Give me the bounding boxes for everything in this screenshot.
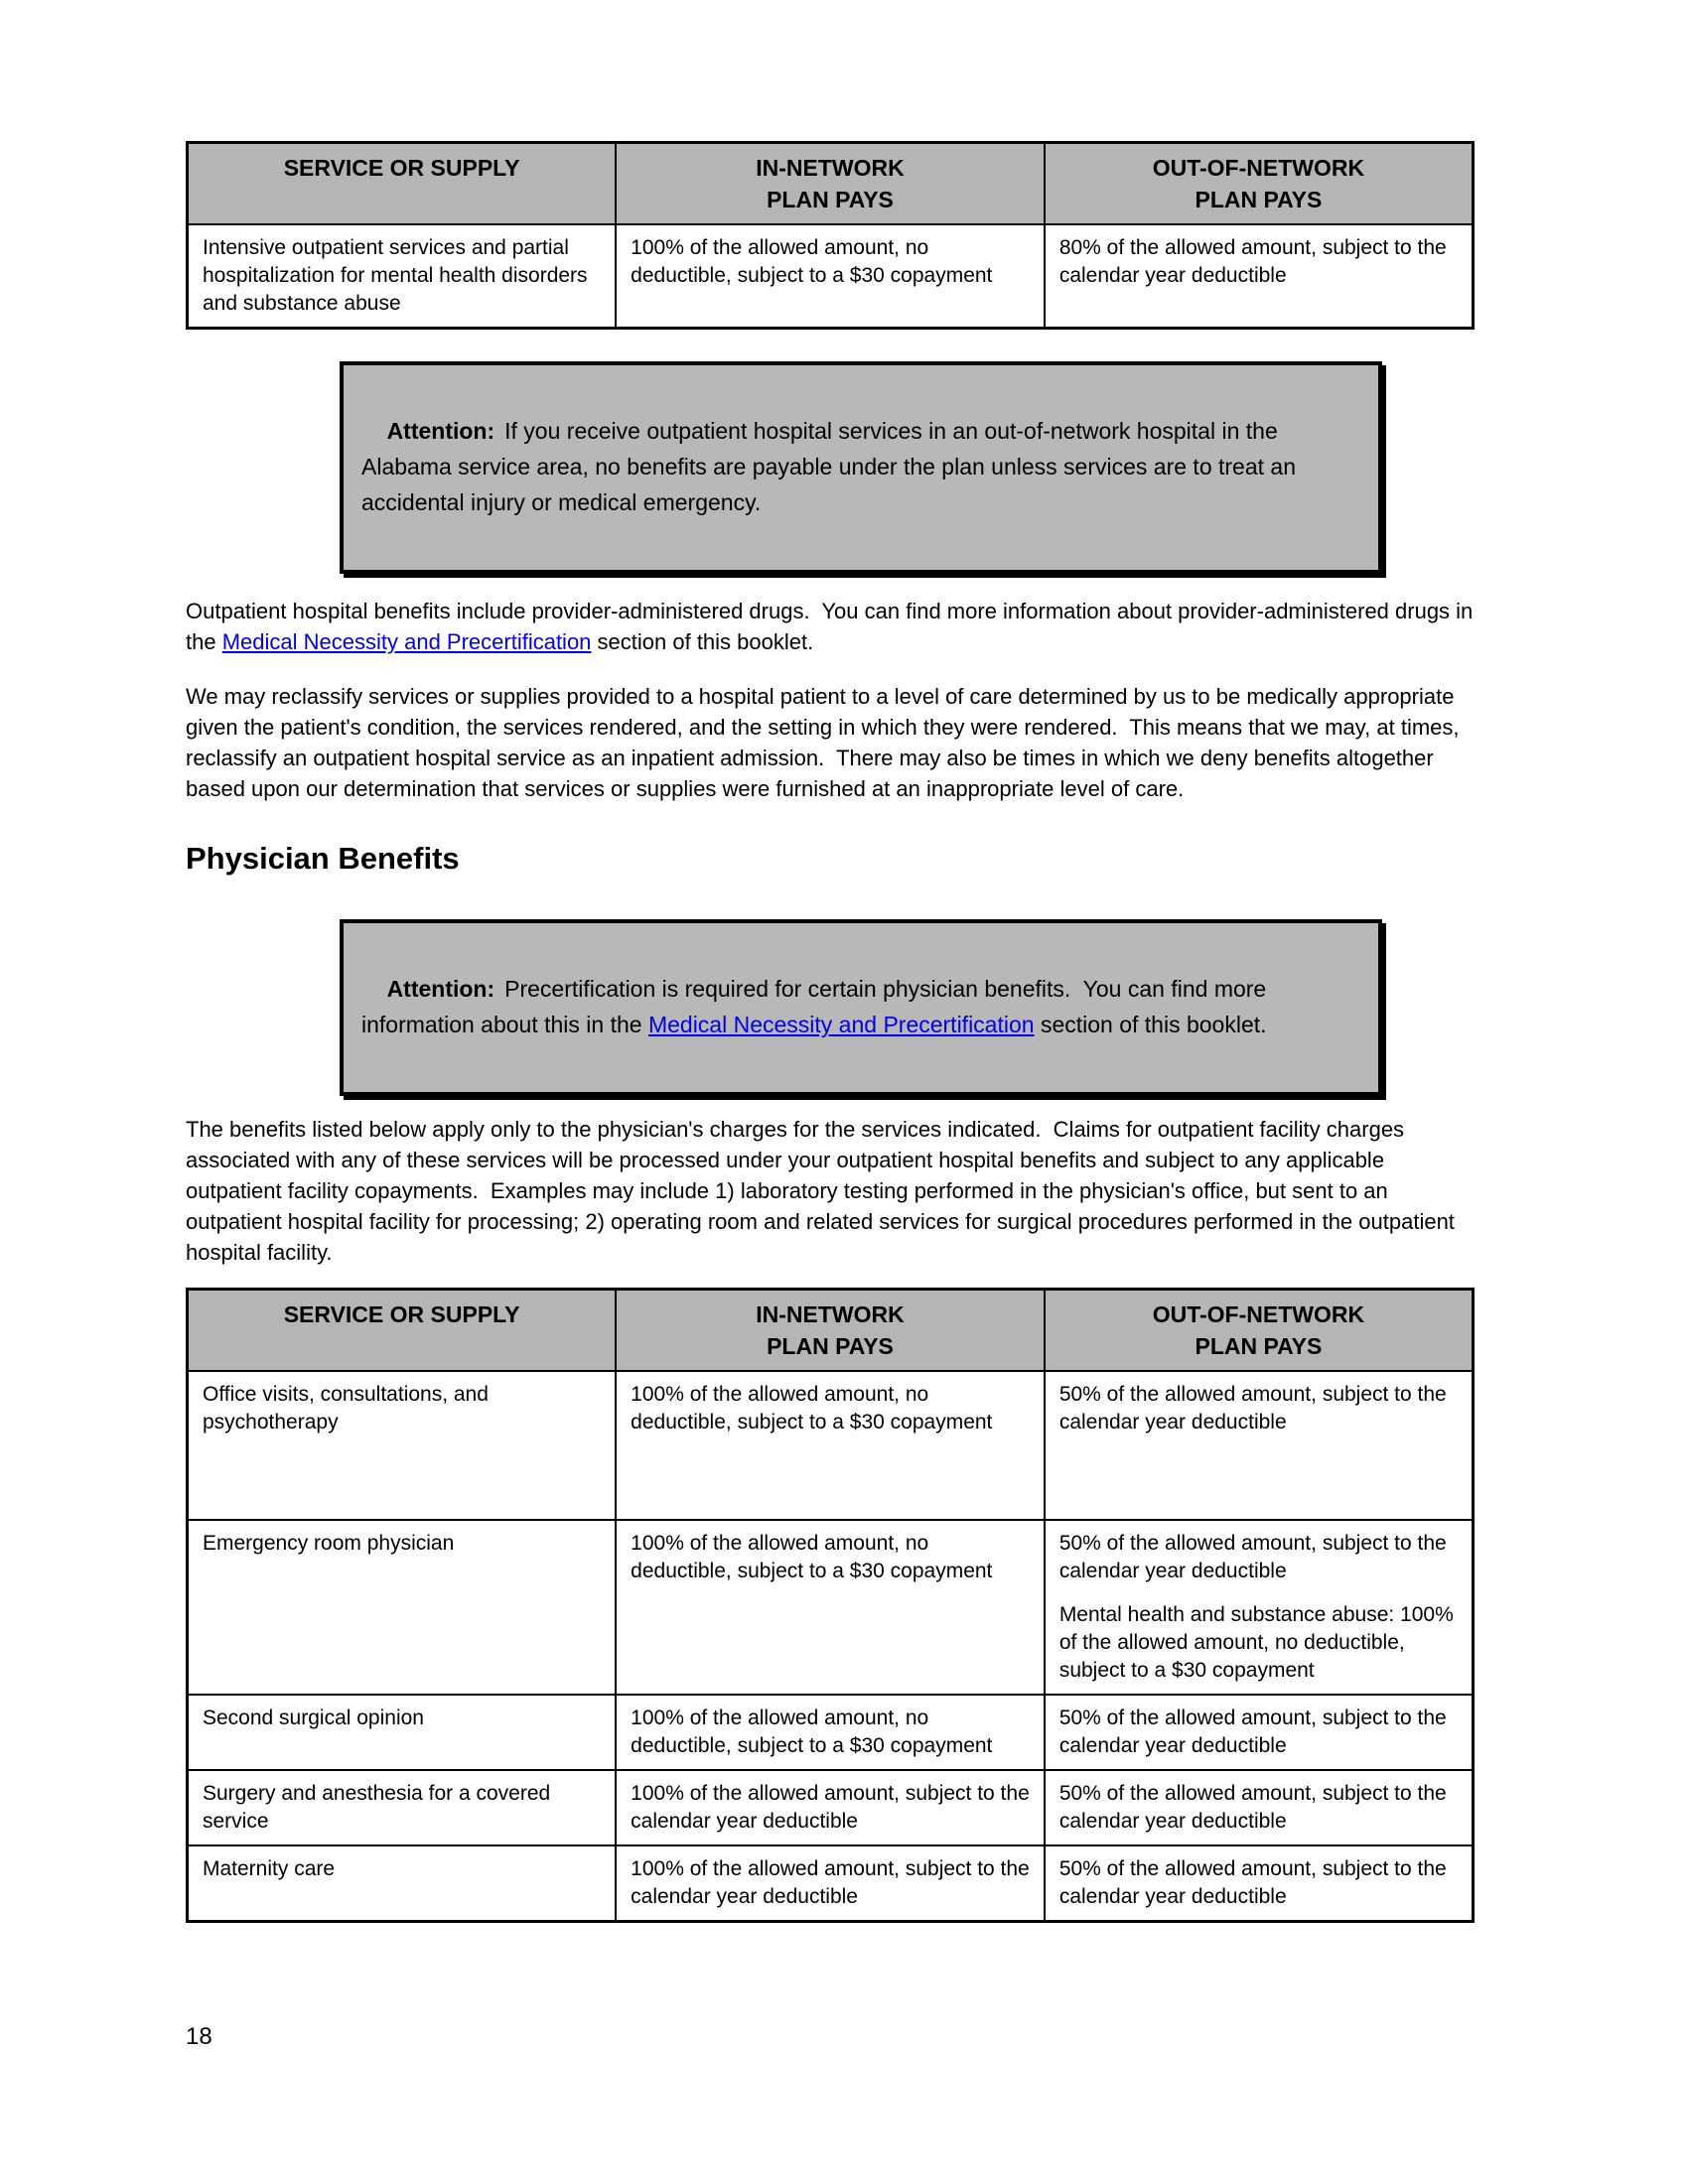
paragraph-reclassify-services: We may reclassify services or supplies provided to a hospital patient to a level of care determined by us to be medically appropriate given the patient's condition, the services rendered, and the setting in which they were rendered. This means that we may, at times, reclassify an outpatient hospital service as an inpatient admission. There may also be times in which we deny benefits altogether based upon our determination that services or supplies were furnished at an inappropriate level of care. <box>186 684 1466 801</box>
attention-box-outpatient <box>340 361 1382 574</box>
table-cell: Intensive outpatient services and partial hospitalization for mental health disorders and substance abuse <box>188 224 617 329</box>
table-cell: Maternity care <box>188 1845 617 1922</box>
physician-benefits-table <box>186 1288 1475 1923</box>
table-cell: 100% of the allowed amount, no deductible, subject to a $30 copayment <box>616 1695 1045 1770</box>
outpatient-hospital-benefits-table <box>186 141 1475 330</box>
column-header: SERVICE OR SUPPLY <box>188 143 617 225</box>
page-number: 18 <box>186 2023 212 2050</box>
table-cell: 50% of the allowed amount, subject to the calendar year deductible <box>1045 1371 1474 1520</box>
table-cell: Emergency room physician <box>188 1520 617 1695</box>
table-cell: 80% of the allowed amount, subject to the calendar year deductible <box>1045 224 1474 329</box>
attention-text: section of this booklet. <box>1034 1012 1267 1037</box>
physician-benefits-heading: Physician Benefits <box>186 841 460 876</box>
attention-label: Attention: <box>386 418 495 444</box>
attention-label: Attention: <box>386 976 495 1002</box>
table-cell: 100% of the allowed amount, no deductible, subject to a $30 copayment <box>616 1520 1045 1695</box>
table-cell: Second surgical opinion <box>188 1695 617 1770</box>
table-row <box>188 1520 1474 1695</box>
table-cell: 50% of the allowed amount, subject to the calendar year deductible <box>1045 1770 1474 1845</box>
medical-necessity-precertification-link[interactable]: Medical Necessity and Precertification <box>221 629 592 654</box>
table-cell: 100% of the allowed amount, no deductible, subject to a $30 copayment <box>616 224 1045 329</box>
column-header: OUT-OF-NETWORK PLAN PAYS <box>1045 1290 1474 1372</box>
column-header: IN-NETWORK PLAN PAYS <box>616 1290 1045 1372</box>
paragraph-provider-administered-drugs <box>186 596 1479 657</box>
medical-necessity-precertification-link[interactable]: Medical Necessity and Precertification <box>647 1012 1035 1037</box>
attention-text: If you receive outpatient hospital services in an out-of-network hospital in the Alabama service area, no benefits are payable under the plan unless services are to treat an accidental injury or medical emergency. <box>361 418 1303 515</box>
attention-text: Precertification is required for certain physician benefits. You can find more information about this in the <box>361 976 1273 1037</box>
table-row <box>188 1770 1474 1845</box>
table-cell: 50% of the allowed amount, subject to the calendar year deductible <box>1045 1845 1474 1922</box>
column-header: SERVICE OR SUPPLY <box>188 1290 617 1372</box>
table-cell: 100% of the allowed amount, subject to the calendar year deductible <box>616 1770 1045 1845</box>
table-header-row <box>188 1290 1474 1372</box>
paragraph-text: section of this booklet. <box>591 629 814 654</box>
table-cell: 100% of the allowed amount, no deductible, subject to a $30 copayment <box>616 1371 1045 1520</box>
table-cell: Surgery and anesthesia for a covered service <box>188 1770 617 1845</box>
table-cell: 50% of the allowed amount, subject to the calendar year deductible <box>1045 1695 1474 1770</box>
table-cell: Office visits, consultations, and psychotherapy <box>188 1371 617 1520</box>
attention-box-precertification <box>340 919 1382 1096</box>
paragraph-text: Outpatient hospital benefits include provider-administered drugs. You can find more information about provider-administered drugs in the <box>186 599 1479 654</box>
table-row <box>188 1695 1474 1770</box>
column-header: IN-NETWORK PLAN PAYS <box>616 143 1045 225</box>
table-row <box>188 224 1474 329</box>
table-cell: 100% of the allowed amount, subject to the calendar year deductible <box>616 1845 1045 1922</box>
paragraph-physician-charges: The benefits listed below apply only to the physician's charges for the services indicated. Claims for outpatient facility charges associated with any of these services will be processed under your outpatient hospital benefits and subject to any applicable outpatient facility copayments. Examples may include 1) laboratory testing performed in the physician's office, but sent to an outpatient hospital facility for processing; 2) operating room and related services for surgical procedures performed in the outpatient hospital facility. <box>186 1117 1462 1265</box>
column-header: OUT-OF-NETWORK PLAN PAYS <box>1045 143 1474 225</box>
table-header-row <box>188 143 1474 225</box>
table-row <box>188 1371 1474 1520</box>
table-cell: 50% of the allowed amount, subject to the calendar year deductible Mental health and substance abuse: 100% of the allowed amount, no deductible, subject to a $30 copayment <box>1045 1520 1474 1695</box>
table-row <box>188 1845 1474 1922</box>
